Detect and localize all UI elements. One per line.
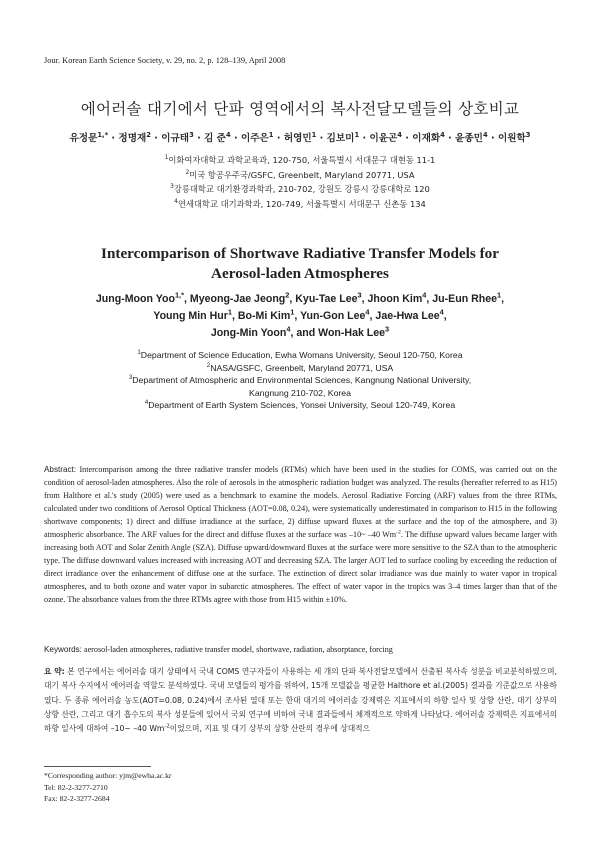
korean-affiliation-line: [0, 153, 600, 168]
english-affiliation-line: [0, 374, 600, 387]
english-affiliation-line: [0, 387, 600, 400]
english-affiliation-line: [0, 362, 600, 375]
korean-author-sup: 4: [482, 130, 488, 139]
affiliation-text: 미국 항공우주국/GSFC, Greenbelt, Maryland 20771, USA: [189, 169, 415, 180]
korean-affiliation-line: [0, 168, 600, 183]
korean-author-name: 김 준: [204, 133, 226, 144]
korean-author-name: 정명재: [118, 133, 147, 144]
korean-author-sup: 2: [146, 130, 151, 139]
affiliation-text: 강릉대학교 대기환경과학과, 210-702, 강원도 강릉시 강릉대학로 120: [173, 184, 430, 195]
english-author-separator: ,: [426, 293, 433, 305]
english-author-sup: 4: [365, 307, 370, 317]
english-author-sup: 1,*: [174, 290, 184, 300]
english-author-name: Young Min Hur: [153, 310, 228, 322]
abstract-text: Intercomparison among the three radiative transfer models (RTMs) which have been used in the studies for COMS, was carried out on the condition of aerosol-laden atmospheres. Also the role of aerosols in the atmospheric radiation budget was analyzed. The results (hereafter referred to as H15) from Halthore et al.'s study (2005) were used as a benchmark to examine the models. Aerosol Radiative Forcing (ARF) values from the three RTMs, calculated under two conditions of Aerosol Optical Thickness (AOT=0.08, 0.24), were systematically underestimated in comparison to H15 in the following shortwave components; 1) direct and diffuse irradiance at the surface, 2) diffuse upward fluxes at the surface and the top of the atmosphere, and 3) atmospheric absorbance. The ARF values for the direct and diffuse fluxes at the surface was –10~ –40 Wm: [44, 465, 557, 540]
affiliation-sup: 3: [170, 184, 174, 191]
korean-author-sup: 1,*: [97, 130, 109, 139]
affiliation-sup: 4: [144, 399, 149, 407]
korean-abstract-text: 본 연구에서는 에어러솔 대기 상태에서 국내 COMS 연구자들이 사용하는 세 개의 단파 복사전달모델에서 산출된 복사속 성분을 비교분석하였으며, 대기 복사 수지에서 에어러솔 역할도 분석하였다. 국내 모델들의 평가를 위하여, 15개 모델값을 평균한 Halthore et al.(2005) 결과를 기준값으로 사용하였다. 두 종류 에어러솔 농도(AOT=0.08, 0.24)에서 조사된 열대 또는 한대 대기의 에어러솔 강제력은 지표에서의 하향 일사 및 상향 산란, 대기 상부의 상향 산란, 그리고 대기 흡수도의 복사 성분들에 있어서 국외 연구에 비하여 국내 결과들에서 체계적으로 약하게 나타났다. 에어러솔 강제력은 지표에서의 하향 일사에 대하여 –10~ –40 Wm: [44, 667, 557, 734]
corresponding-author: *Corresponding author: yjm@ewha.ac.kr: [44, 771, 172, 780]
english-author-sup: 4: [422, 290, 427, 300]
fax: Fax: 82-2-3277-2684: [44, 794, 110, 804]
affiliation-text: Department of Science Education, Ewha Womans University, Seoul 120-750, Korea: [140, 350, 463, 360]
abstract-superscript: -2: [396, 529, 401, 536]
english-author-separator: ,: [369, 310, 376, 322]
english-author-separator: ,: [290, 327, 297, 339]
english-author-name: Myeong-Jae Jeong: [189, 293, 286, 305]
english-affiliations: [0, 349, 600, 412]
korean-author-sup: 1: [268, 130, 274, 139]
english-author-sup: 1: [227, 307, 232, 317]
english-author-separator: ,: [443, 310, 447, 322]
journal-reference: Jour. Korean Earth Science Society, v. 29, no. 2, p. 128–139, April 2008: [44, 56, 286, 65]
affiliation-text: Kangnung 210-702, Korea: [249, 387, 351, 398]
keywords: [44, 645, 557, 654]
korean-abstract-text-continued: 이었으며, 지표 및 대기 상부의 상향 산란의 경우에 상대적으: [169, 724, 371, 734]
affiliation-sup: 2: [206, 361, 211, 369]
affiliation-sup: 4: [174, 199, 178, 206]
affiliation-text: 이화여자대학교 과학교육과, 120-750, 서울특별시 서대문구 대현동 11-1: [168, 155, 436, 165]
abstract: [44, 463, 557, 607]
korean-author-name: 이규태: [161, 133, 190, 144]
affiliation-sup: 2: [185, 169, 190, 176]
english-author-separator: ,: [289, 293, 296, 305]
korean-author-sup: 4: [225, 130, 231, 139]
english-title-line-2: Aerosol-laden Atmospheres: [211, 265, 389, 282]
affiliation-text: Department of Atmospheric and Environmental Sciences, Kangnung National University,: [132, 375, 472, 386]
english-author-sup: 1: [290, 307, 295, 317]
english-author-name: Yun-Gon Lee: [300, 310, 366, 322]
english-author-name: Kyu-Tae Lee: [295, 293, 358, 305]
korean-author-sup: 4: [440, 130, 445, 139]
korean-author-name: 윤종민: [455, 133, 483, 144]
korean-abstract-superscript: -2: [164, 723, 170, 730]
telephone: Tel: 82-2-3277-2710: [44, 782, 108, 792]
english-author-name: Jung-Moon Yoo: [95, 293, 175, 305]
english-author-name: Ju-Eun Rhee: [432, 293, 498, 305]
footnote-divider: [44, 766, 151, 767]
affiliation-sup: 3: [128, 374, 133, 382]
korean-abstract-label: 요 약:: [44, 667, 65, 676]
english-author-sup: 4: [286, 324, 291, 334]
korean-author-name: 이주은: [240, 133, 269, 144]
affiliation-text: 연세대학교 대기과학과, 120-749, 서울특별시 서대문구 신촌동 134: [177, 198, 426, 209]
korean-author-sup: 3: [525, 130, 531, 139]
korean-affiliation-line: [0, 197, 600, 212]
english-authors: [0, 291, 600, 342]
english-author-name: Bo-Mi Kim: [237, 310, 291, 322]
abstract-text-continued: . The diffuse upward values became larger with increasing both AOT and Solar Zenith Angle (SZA). Diffuse upward/downward fluxes at the surface were more sensitive to the SZA than to the atmospheric type. The diffuse downward values increased with increasing AOT and decreasing SZA. The larger AOT led to surface cooling by exceeding the reduction of direct irradiance over the enhancement of diffuse one at the surface. The extinction of direct solar irradiance was due mainly to water vapor in tropical atmospheres, and to both ozone and water vapor in subarctic atmospheres. The effect of water vapor in the tropics was 3–4 times larger than that of the ozone. The absorbance values from the three RTMs agree with those from H15 within ±10%.: [44, 530, 557, 605]
english-author-sup: 2: [285, 290, 290, 300]
affiliation-text: NASA/GSFC, Greenbelt, Maryland 20771, USA: [210, 362, 394, 373]
english-author-line: [0, 291, 600, 308]
english-author-line: [0, 308, 600, 325]
korean-affiliation-line: [0, 182, 600, 197]
affiliation-sup: 1: [137, 349, 141, 357]
korean-author-name: 김보미: [326, 133, 355, 144]
english-affiliation-line: [0, 399, 600, 412]
korean-author-name: 이원학: [497, 133, 526, 144]
english-author-separator: ,: [231, 310, 238, 322]
korean-author-name: 이재화: [412, 133, 441, 144]
english-title-line-1: Intercomparison of Shortwave Radiative Transfer Models for: [101, 245, 499, 262]
english-author-name: Jong-Min Yoon: [210, 327, 287, 339]
english-author-sup: 3: [385, 324, 390, 334]
korean-authors: 유정문$^{1,*}$ · 정명재$^2$ · 이규태$^3$ · 김 준$^4$ · 이주은$^1$ · 허영민$^1$ · 김보미$^1$ · 이윤곤$^4$ · 이재화$^4$ · 윤종민$^4$ · 이원학$^3$: [69, 130, 531, 144]
english-author-sup: 3: [357, 290, 362, 300]
english-author-separator: ,: [501, 293, 505, 305]
english-author-separator: ,: [294, 310, 301, 322]
english-author-sup: 1: [497, 290, 502, 300]
korean-author-sup: 1: [354, 130, 360, 139]
english-author-separator: ,: [361, 293, 368, 305]
korean-author-name: 이윤곤: [369, 133, 398, 144]
korean-author-name: 유정문: [69, 133, 98, 144]
english-author-name: Jae-Hwa Lee: [375, 310, 440, 322]
english-author-separator: ,: [184, 293, 190, 305]
korean-author-sup: 4: [397, 130, 402, 139]
english-title: [0, 244, 600, 284]
abstract-label: Abstract:: [44, 465, 77, 474]
english-author-sup: 4: [439, 307, 444, 317]
korean-author-name: 허영민: [283, 133, 312, 144]
korean-abstract: [44, 665, 557, 736]
korean-author-sup: 3: [189, 130, 194, 139]
korean-author-sup: 1: [311, 130, 317, 139]
affiliation-text: Department of Earth System Sciences, Yonsei University, Seoul 120-749, Korea: [148, 400, 456, 411]
footnote: [44, 770, 172, 805]
keywords-label: Keywords:: [44, 645, 82, 654]
keywords-text: aerosol-laden atmospheres, radiative transfer model, shortwave, radiation, absorptance, forcing: [81, 645, 393, 654]
english-affiliation-line: [0, 349, 600, 362]
english-author-line: [0, 325, 600, 342]
affiliation-sup: 1: [164, 155, 169, 162]
english-author-name: Jhoon Kim: [367, 293, 423, 305]
korean-affiliations: [0, 153, 600, 211]
korean-title: 에어러솔 대기에서 단파 영역에서의 복사전달모델들의 상호비교: [80, 100, 520, 118]
english-author-name: and Won-Hak Lee: [296, 327, 386, 339]
